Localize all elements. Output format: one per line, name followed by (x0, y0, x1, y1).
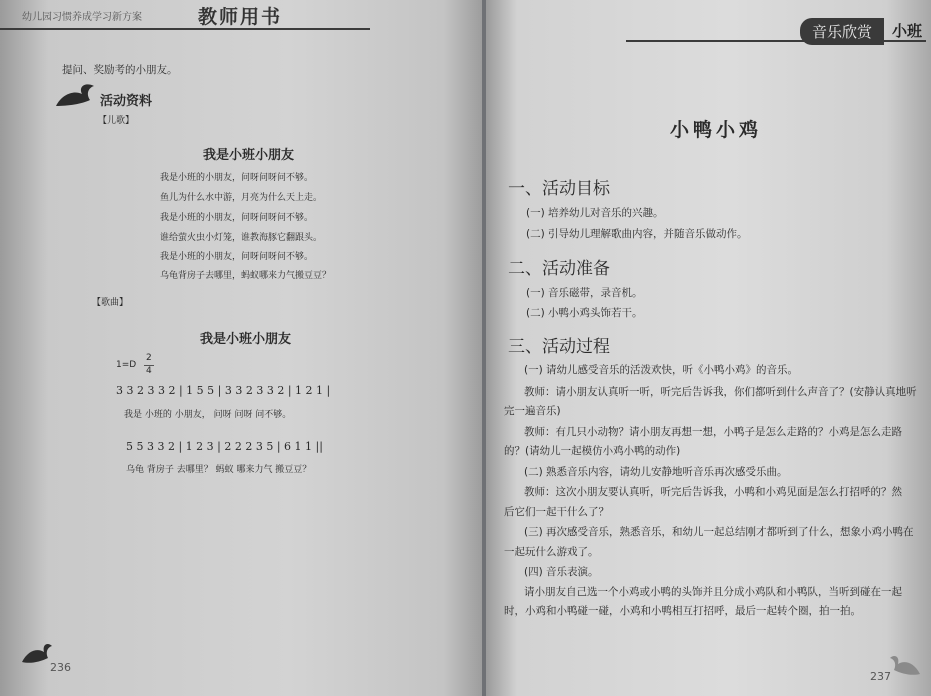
process-line: (二) 熟悉音乐内容，请幼儿安静地听音乐再次感受乐曲。 (524, 466, 788, 478)
section-item: (二) 小鸭小鸡头饰若干。 (526, 307, 643, 319)
lesson-title: 小鸭小鸡 (670, 119, 763, 141)
lyrics-line: 我是 小班的 小朋友， 问呀 问呀 问不够。 (124, 410, 292, 420)
section-item: (二) 引导幼儿理解歌曲内容，并随音乐做动作。 (526, 228, 748, 240)
process-line: 后它们一起干什么了？ (504, 506, 609, 518)
process-line: 教师：请小朋友认真听一听，听完后告诉我，你们都听到什么声音了？(安静认真地听 (524, 386, 917, 398)
rhyme-line: 鱼儿为什么水中游，月亮为什么天上走。 (160, 193, 323, 203)
footer-bird-icon (20, 640, 52, 670)
process-line: 请小朋友自己选一个小鸡或小鸭的头饰并且分成小鸡队和小鸭队，当听到碰在一起 (524, 586, 902, 598)
song-meter-bottom: 4 (146, 366, 152, 376)
process-line: 的？(请幼儿一起模仿小鸡小鸭的动作) (504, 445, 681, 457)
rhyme-title: 我是小班小朋友 (203, 148, 295, 163)
lyrics-line: 乌龟 背房子 去哪里？ 蚂蚁 哪来力气 搬豆豆？ (126, 465, 312, 475)
song-key: 1=D (116, 360, 137, 370)
footer-bird-icon (890, 652, 922, 682)
process-line: (一) 请幼儿感受音乐的活泼欢快，听《小鸭小鸡》的音乐。 (524, 364, 799, 376)
process-line: 完一遍音乐) (504, 405, 561, 417)
tag-song: 【歌曲】 (92, 298, 129, 308)
right-page (486, 0, 931, 696)
section-item: (一) 音乐磁带，录音机。 (526, 287, 643, 299)
tag-rhyme: 【儿歌】 (98, 116, 135, 126)
page-number: 237 (870, 670, 891, 683)
section-title: 活动资料 (100, 94, 153, 109)
score-line: 5 5 3 3 2 | 1 2 3 | 2 2 2 3 5 | 6 1 1 || (126, 440, 323, 453)
score-line: 3 3 2 3 3 2 | 1 5 5 | 3 3 2 3 3 2 | 1 2 1 | (116, 384, 331, 397)
rhyme-line: 我是小班的小朋友，问呀问呀问不够。 (160, 252, 314, 262)
process-line: 一起玩什么游戏了。 (504, 546, 599, 558)
rhyme-line: 乌龟背房子去哪里，蚂蚁哪来力气搬豆豆？ (160, 271, 332, 281)
bird-logo-icon (52, 80, 96, 112)
category-badge: 音乐欣赏 (800, 18, 884, 45)
series-title: 幼儿园习惯养成学习新方案 (22, 12, 142, 23)
song-title: 我是小班小朋友 (200, 332, 292, 347)
process-line: 教师：这次小朋友要认真听，听完后告诉我，小鸭和小鸡见面是怎么打招呼的？然 (524, 486, 902, 498)
section-item: (一) 培养幼儿对音乐的兴趣。 (526, 207, 664, 219)
left-page-header (0, 0, 370, 30)
book-title: 教师用书 (198, 6, 283, 28)
process-line: 时，小鸡和小鸭碰一碰，小鸡和小鸭相互打招呼，最后一起转个圈，拍一拍。 (504, 605, 861, 617)
right-page-header (626, 14, 926, 42)
rhyme-line: 我是小班的小朋友，问呀问呀问不够。 (160, 213, 314, 223)
rhyme-line: 我是小班的小朋友，问呀问呀问不够。 (160, 173, 314, 183)
song-meter-top: 2 (146, 353, 152, 363)
page-number: 236 (50, 661, 71, 674)
section-heading: 三、活动过程 (508, 337, 610, 357)
process-line: (四) 音乐表演。 (524, 566, 599, 578)
section-heading: 二、活动准备 (508, 259, 610, 279)
section-heading: 一、活动目标 (508, 179, 610, 199)
intro-text: 提问、奖励考的小朋友。 (62, 64, 178, 76)
rhyme-line: 谁给萤火虫小灯笼，谁教海豚它翻跟头。 (160, 233, 323, 243)
grade-label: 小班 (891, 22, 922, 40)
process-line: (三) 再次感受音乐，熟悉音乐，和幼儿一起总结刚才都听到了什么，想象小鸡小鸭在 (524, 526, 914, 538)
process-line: 教师：有几只小动物？请小朋友再想一想，小鸭子是怎么走路的？小鸡是怎么走路 (524, 426, 902, 438)
